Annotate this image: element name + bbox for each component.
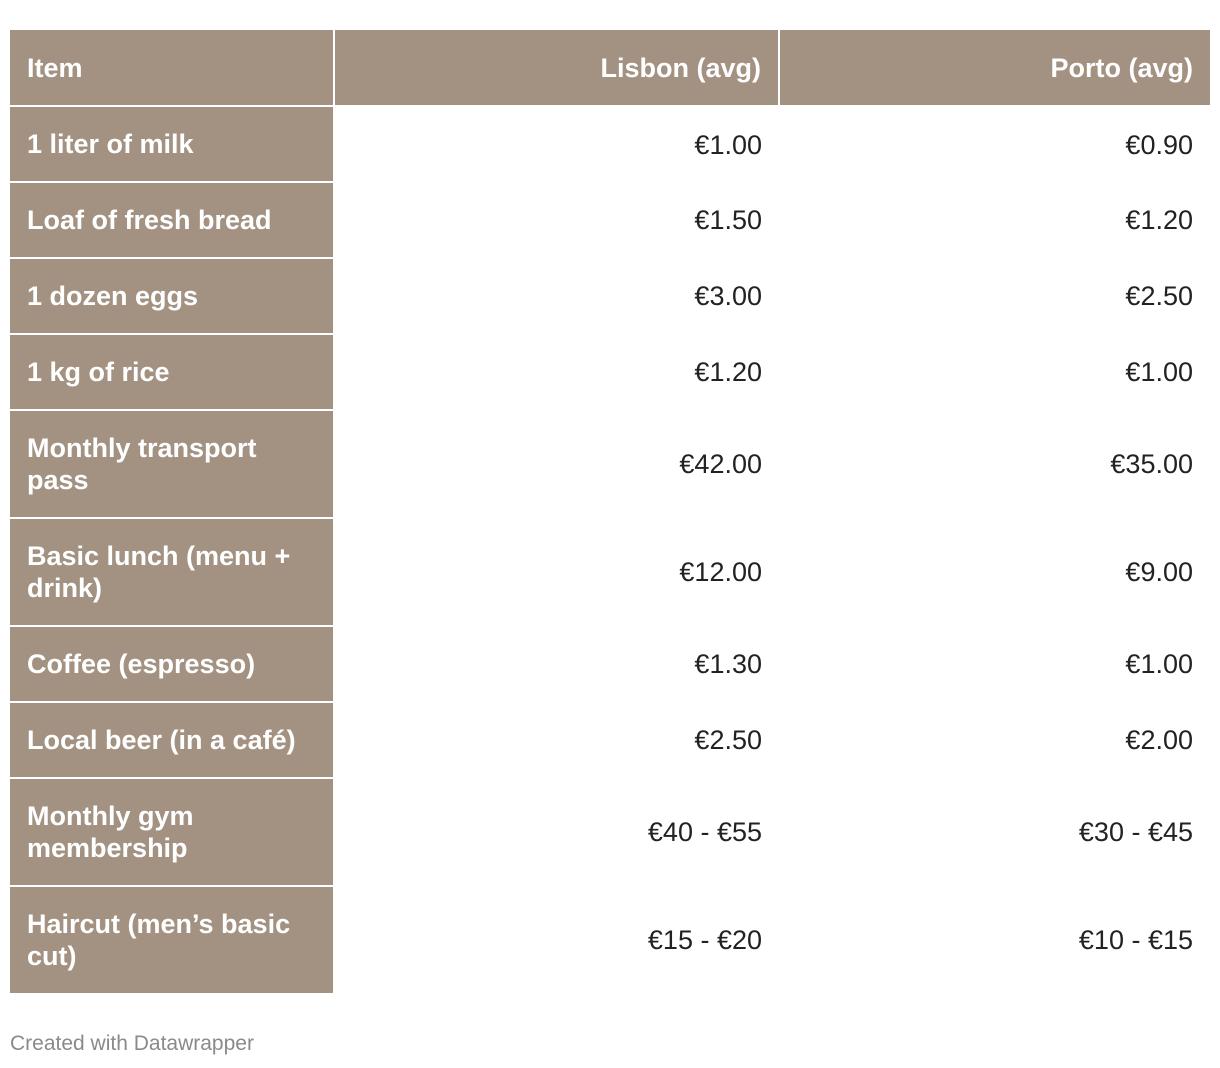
row-item-label: Monthly gym membership bbox=[10, 778, 334, 886]
row-lisbon-value: €12.00 bbox=[334, 518, 779, 626]
cost-comparison-table bbox=[10, 30, 1210, 995]
row-lisbon-value: €15 - €20 bbox=[334, 886, 779, 994]
row-item-label: 1 dozen eggs bbox=[10, 258, 334, 334]
row-porto-value: €30 - €45 bbox=[779, 778, 1210, 886]
row-lisbon-value: €40 - €55 bbox=[334, 778, 779, 886]
row-lisbon-value: €1.20 bbox=[334, 334, 779, 410]
table-row bbox=[10, 702, 1210, 778]
table-row bbox=[10, 182, 1210, 258]
row-porto-value: €2.50 bbox=[779, 258, 1210, 334]
row-item-label: Basic lunch (menu + drink) bbox=[10, 518, 334, 626]
row-item-label: Coffee (espresso) bbox=[10, 626, 334, 702]
row-item-label: Haircut (men’s basic cut) bbox=[10, 886, 334, 994]
row-lisbon-value: €1.50 bbox=[334, 182, 779, 258]
table-row bbox=[10, 258, 1210, 334]
row-porto-value: €35.00 bbox=[779, 410, 1210, 518]
row-porto-value: €2.00 bbox=[779, 702, 1210, 778]
column-header-porto: Porto (avg) bbox=[779, 30, 1210, 106]
row-item-label: 1 kg of rice bbox=[10, 334, 334, 410]
row-item-label: Local beer (in a café) bbox=[10, 702, 334, 778]
table-header-row bbox=[10, 30, 1210, 106]
table-row bbox=[10, 334, 1210, 410]
row-lisbon-value: €1.30 bbox=[334, 626, 779, 702]
row-porto-value: €1.00 bbox=[779, 626, 1210, 702]
row-lisbon-value: €2.50 bbox=[334, 702, 779, 778]
table-row bbox=[10, 518, 1210, 626]
table-row bbox=[10, 626, 1210, 702]
row-porto-value: €10 - €15 bbox=[779, 886, 1210, 994]
column-header-item: Item bbox=[10, 30, 334, 106]
datawrapper-credit: Created with Datawrapper bbox=[10, 1032, 254, 1055]
table-row bbox=[10, 410, 1210, 518]
table-row bbox=[10, 778, 1210, 886]
column-header-lisbon: Lisbon (avg) bbox=[334, 30, 779, 106]
row-lisbon-value: €42.00 bbox=[334, 410, 779, 518]
row-porto-value: €1.20 bbox=[779, 182, 1210, 258]
row-lisbon-value: €1.00 bbox=[334, 106, 779, 182]
row-porto-value: €1.00 bbox=[779, 334, 1210, 410]
table-row bbox=[10, 886, 1210, 994]
table-row bbox=[10, 106, 1210, 182]
row-item-label: Monthly transport pass bbox=[10, 410, 334, 518]
row-porto-value: €9.00 bbox=[779, 518, 1210, 626]
cost-table-container bbox=[10, 30, 1210, 995]
row-item-label: 1 liter of milk bbox=[10, 106, 334, 182]
row-item-label: Loaf of fresh bread bbox=[10, 182, 334, 258]
row-porto-value: €0.90 bbox=[779, 106, 1210, 182]
row-lisbon-value: €3.00 bbox=[334, 258, 779, 334]
